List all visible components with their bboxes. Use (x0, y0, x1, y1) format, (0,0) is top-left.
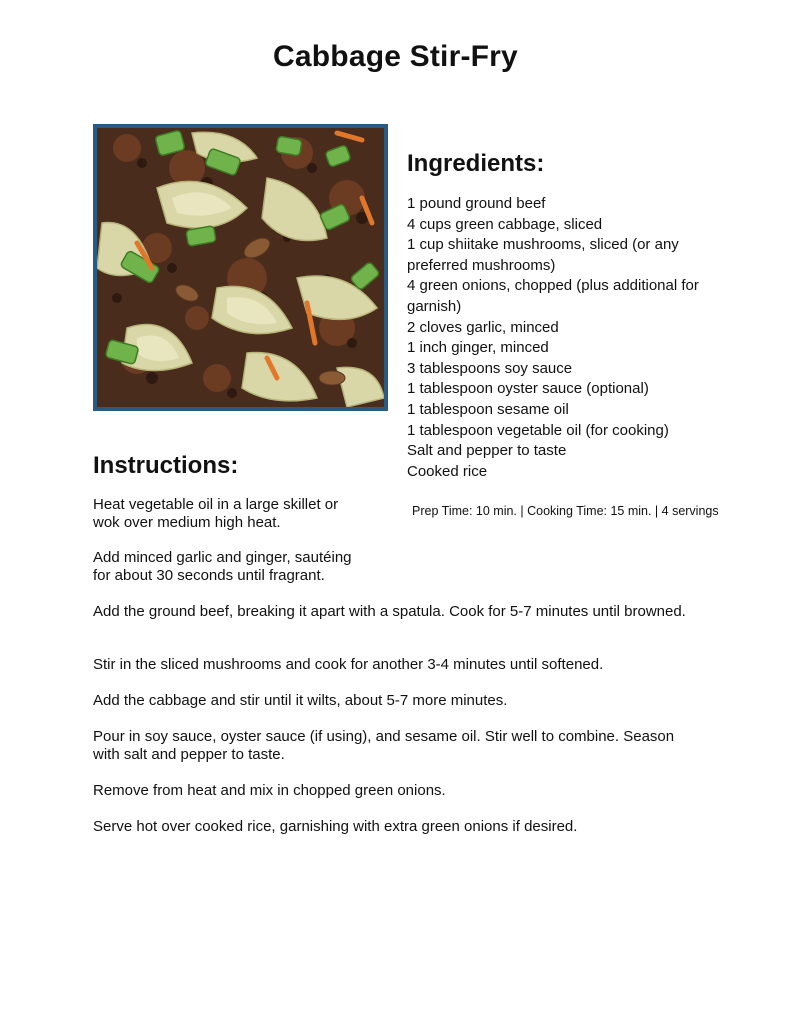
ingredient-item: Cooked rice (407, 462, 488, 480)
ingredient-item: 4 green onions, chopped (plus additional for garnish) (407, 277, 699, 315)
instruction-step: Serve hot over cooked rice, garnishing with extra green onions if desired. (93, 818, 578, 835)
instructions-heading: Instructions: (93, 452, 239, 479)
instruction-step: Stir in the sliced mushrooms and cook for another 3-4 minutes until softened. (93, 656, 604, 673)
ingredient-item: 2 cloves garlic, minced (407, 318, 559, 336)
ingredient-item: 1 pound ground beef (407, 195, 546, 212)
instruction-step: Add minced garlic and ginger, sautéing for about 30 seconds until fragrant. (93, 549, 352, 584)
page-title: Cabbage Stir-Fry (273, 40, 518, 73)
ingredients-heading: Ingredients: (407, 150, 545, 177)
recipe-meta: Prep Time: 10 min. | Cooking Time: 15 min. | 4 servings (412, 504, 719, 518)
ingredient-item: 4 cups green cabbage, sliced (407, 215, 603, 233)
ingredient-item: 1 tablespoon oyster sauce (optional) (407, 380, 649, 398)
dish-photo (93, 124, 388, 411)
ingredient-item: 1 tablespoon vegetable oil (for cooking) (407, 421, 669, 439)
instruction-step: Add the ground beef, breaking it apart with a spatula. Cook for 5-7 minutes until browned. (93, 603, 686, 620)
ingredient-item: 1 tablespoon sesame oil (407, 400, 569, 418)
ingredient-item: 3 tablespoons soy sauce (407, 359, 573, 377)
instruction-step: Add the cabbage and stir until it wilts, about 5-7 more minutes. (93, 692, 508, 709)
ingredient-item: Salt and pepper to taste (407, 442, 567, 460)
instruction-step: Pour in soy sauce, oyster sauce (if using), and sesame oil. Stir well to combine. Season with salt and pepper to taste. (93, 728, 675, 763)
instruction-step: Heat vegetable oil in a large skillet or wok over medium high heat. (93, 496, 339, 531)
instruction-step: Remove from heat and mix in chopped green onions. (93, 782, 446, 799)
stir-fry-image (97, 128, 384, 407)
ingredients-list (407, 194, 737, 482)
ingredient-item: 1 inch ginger, minced (407, 339, 549, 357)
ingredient-item: 1 cup shiitake mushrooms, sliced (or any preferred mushrooms) (407, 236, 679, 274)
